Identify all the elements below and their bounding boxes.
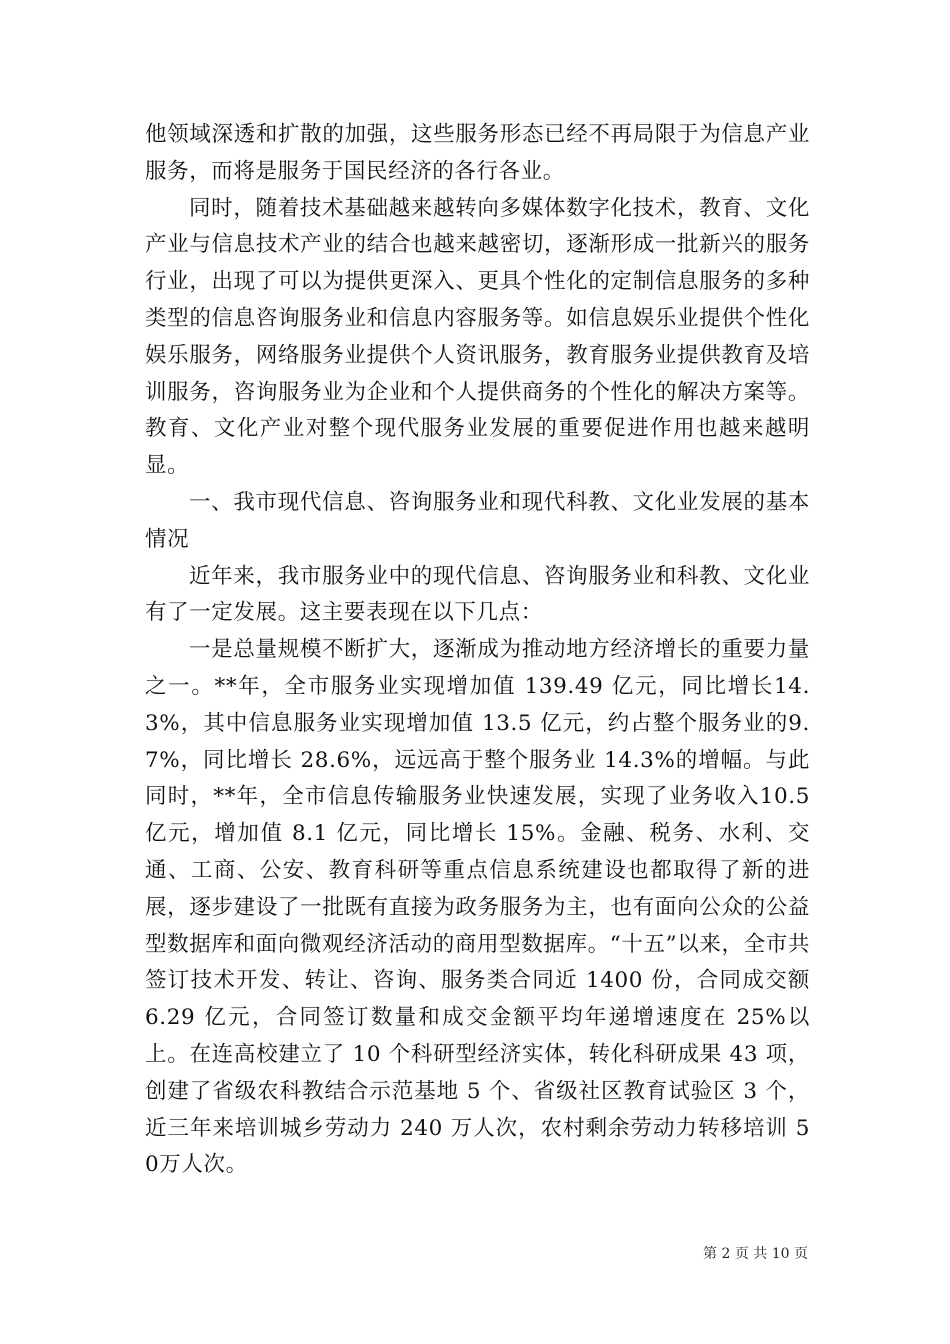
paragraph-4: 一是总量规模不断扩大，逐渐成为推动地方经济增长的重要力量之一。**年，全市服务业实现增加值 139.49 亿元，同比增长14.3%，其中信息服务业实现增加值 13.5 亿元，约占整个服务业的9.7%，同比增长 28.6%，远远高于整个服务业 14.3%的增幅。与此同时，**年，全市信息传输服务业快速发展，实现了业务收入10.5 亿元，增加值 8.1 亿元，同比增长 15%。金融、税务、水利、交通、工商、公安、教育科研等重点信息系统建设也都取得了新的进展，逐步建设了一批既有直接为政务服务为主，也有面向公众的公益型数据库和面向微观经济活动的商用型数据库。“十五”以来，全市共签订技术开发、转让、咨询、服务类合同近 1400 份，合同成交额6.29 亿元，合同签订数量和成交金额平均年递增速度在 25%以上。在连高校建立了 10 个科研型经济实体，转化科研成果 43 项，创建了省级农科教结合示范基地 5 个、省级社区教育试验区 3 个，近三年来培训城乡劳动力 240 万人次，农村剩余劳动力转移培训 50万人次。 — [145, 637, 810, 1178]
document-body — [145, 117, 810, 1184]
section-heading: 一、我市现代信息、咨询服务业和现代科教、文化业发展的基本情况 — [145, 489, 810, 552]
paragraph-3: 近年来，我市服务业中的现代信息、咨询服务业和科教、文化业有了一定发展。这主要表现在以下几点： — [145, 563, 810, 626]
page-number: 第 2 页 共 10 页 — [703, 1246, 808, 1262]
paragraph-1: 他领域深透和扩散的加强，这些服务形态已经不再局限于为信息产业服务，而将是服务于国民经济的各行各业。 — [145, 122, 810, 184]
paragraph-2: 同时，随着技术基础越来越转向多媒体数字化技术，教育、文化产业与信息技术产业的结合也越来越密切，逐渐形成一批新兴的服务行业，出现了可以为提供更深入、更具个性化的定制信息服务的多种类型的信息咨询服务业和信息内容服务等。如信息娱乐业提供个性化娱乐服务，网络服务业提供个人资讯服务，教育服务业提供教育及培训服务，咨询服务业为企业和个人提供商务的个性化的解决方案等。教育、文化产业对整个现代服务业发展的重要促进作用也越来越明显。 — [145, 195, 810, 479]
